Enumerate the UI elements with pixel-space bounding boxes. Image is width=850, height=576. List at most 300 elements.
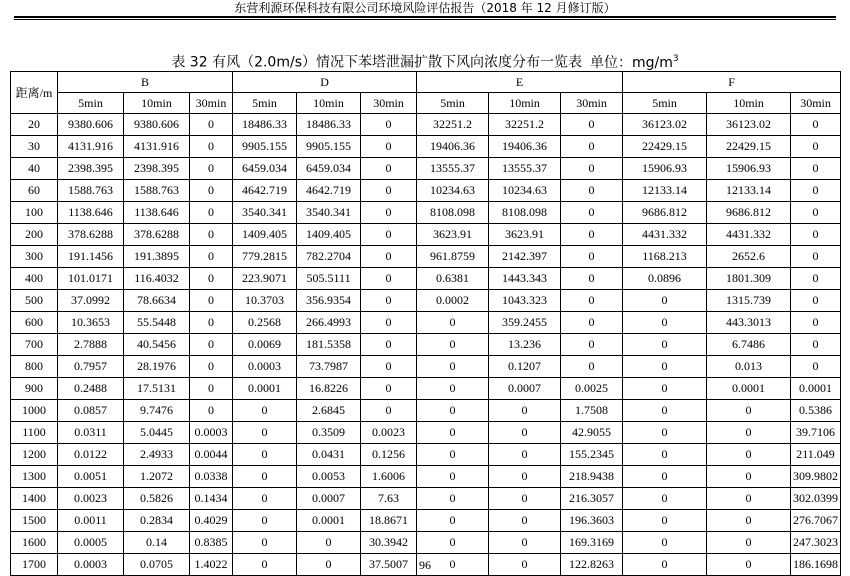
concentration-cell: 0 <box>561 268 623 290</box>
concentration-cell: 0 <box>561 290 623 312</box>
concentration-cell: 1315.739 <box>707 290 791 312</box>
concentration-cell: 16.8226 <box>297 378 361 400</box>
concentration-cell: 0 <box>489 422 561 444</box>
concentration-cell: 2.6845 <box>297 400 361 422</box>
concentration-cell: 0 <box>561 312 623 334</box>
concentration-cell: 186.1698 <box>791 554 841 576</box>
table-row <box>11 158 841 180</box>
concentration-cell: 3540.341 <box>233 202 297 224</box>
concentration-cell: 0 <box>190 290 233 312</box>
concentration-cell: 0 <box>361 334 417 356</box>
concentration-cell: 0 <box>707 422 791 444</box>
concentration-cell: 0 <box>417 400 489 422</box>
concentration-cell: 2398.395 <box>58 158 124 180</box>
concentration-cell: 122.8263 <box>561 554 623 576</box>
concentration-cell: 1.2072 <box>124 466 190 488</box>
concentration-cell: 0.6381 <box>417 268 489 290</box>
concentration-cell: 0 <box>233 466 297 488</box>
table-row <box>11 532 841 554</box>
concentration-cell: 0 <box>190 158 233 180</box>
table-row <box>11 356 841 378</box>
concentration-cell: 36123.02 <box>623 114 707 136</box>
concentration-cell: 6459.034 <box>233 158 297 180</box>
distance-cell: 1700 <box>11 554 58 576</box>
concentration-cell: 1588.763 <box>124 180 190 202</box>
concentration-cell: 0 <box>791 268 841 290</box>
concentration-cell: 0 <box>417 510 489 532</box>
time-header: 30min <box>361 93 417 114</box>
concentration-cell: 32251.2 <box>417 114 489 136</box>
concentration-cell: 0 <box>361 224 417 246</box>
concentration-cell: 0 <box>233 554 297 576</box>
concentration-cell: 0 <box>791 180 841 202</box>
concentration-cell: 5.0445 <box>124 422 190 444</box>
concentration-cell: 28.1976 <box>124 356 190 378</box>
distance-cell: 700 <box>11 334 58 356</box>
concentration-cell: 1.6006 <box>361 466 417 488</box>
concentration-cell: 0.3509 <box>297 422 361 444</box>
concentration-cell: 0 <box>623 488 707 510</box>
concentration-cell: 30.3942 <box>361 532 417 554</box>
concentration-cell: 0 <box>233 422 297 444</box>
table-row <box>11 114 841 136</box>
concentration-cell: 3623.91 <box>489 224 561 246</box>
concentration-cell: 1138.646 <box>124 202 190 224</box>
concentration-cell: 0 <box>623 290 707 312</box>
concentration-cell: 0.0857 <box>58 400 124 422</box>
concentration-cell: 782.2704 <box>297 246 361 268</box>
concentration-cell: 0.1207 <box>489 356 561 378</box>
concentration-cell: 1588.763 <box>58 180 124 202</box>
concentration-cell: 0 <box>561 224 623 246</box>
concentration-cell: 0.5386 <box>791 400 841 422</box>
class-header-d: D <box>233 72 417 93</box>
distance-cell: 600 <box>11 312 58 334</box>
concentration-cell: 9380.606 <box>124 114 190 136</box>
concentration-cell: 1443.343 <box>489 268 561 290</box>
concentration-cell: 10.3703 <box>233 290 297 312</box>
concentration-cell: 0 <box>707 400 791 422</box>
concentration-cell: 0.0069 <box>233 334 297 356</box>
concentration-cell: 356.9354 <box>297 290 361 312</box>
concentration-cell: 4431.332 <box>707 224 791 246</box>
concentration-cell: 0.0003 <box>58 554 124 576</box>
concentration-cell: 0 <box>361 202 417 224</box>
table-row <box>11 334 841 356</box>
concentration-cell: 0 <box>190 114 233 136</box>
table-row <box>11 510 841 532</box>
concentration-cell: 0 <box>791 290 841 312</box>
concentration-cell: 0.0025 <box>561 378 623 400</box>
concentration-cell: 155.2345 <box>561 444 623 466</box>
concentration-cell: 1409.405 <box>233 224 297 246</box>
concentration-cell: 1801.309 <box>707 268 791 290</box>
time-header: 10min <box>297 93 361 114</box>
concentration-cell: 0 <box>791 246 841 268</box>
concentration-cell: 0 <box>361 312 417 334</box>
concentration-cell: 0 <box>361 400 417 422</box>
concentration-cell: 15906.93 <box>707 158 791 180</box>
concentration-cell: 0 <box>190 312 233 334</box>
page-number: 96 <box>419 558 431 572</box>
concentration-cell: 0 <box>561 202 623 224</box>
concentration-cell: 0.1256 <box>361 444 417 466</box>
distance-cell: 40 <box>11 158 58 180</box>
concentration-cell: 0.2568 <box>233 312 297 334</box>
concentration-table <box>10 71 841 576</box>
concentration-cell: 0 <box>361 158 417 180</box>
table-row <box>11 466 841 488</box>
concentration-cell: 0 <box>297 554 361 576</box>
concentration-cell: 0 <box>190 400 233 422</box>
concentration-cell: 0.0011 <box>58 510 124 532</box>
concentration-cell: 9905.155 <box>233 136 297 158</box>
concentration-cell: 2652.6 <box>707 246 791 268</box>
unit-label: 单位：mg/m <box>590 54 673 71</box>
table-row <box>11 246 841 268</box>
concentration-cell: 191.3895 <box>124 246 190 268</box>
concentration-cell: 19406.36 <box>417 136 489 158</box>
class-header-f: F <box>623 72 841 93</box>
concentration-cell: 0 <box>623 510 707 532</box>
distance-cell: 60 <box>11 180 58 202</box>
concentration-cell: 40.5456 <box>124 334 190 356</box>
concentration-cell: 0 <box>791 114 841 136</box>
concentration-cell: 0 <box>233 400 297 422</box>
concentration-cell: 78.6634 <box>124 290 190 312</box>
concentration-cell: 13555.37 <box>417 158 489 180</box>
concentration-cell: 1.4022 <box>190 554 233 576</box>
concentration-cell: 0.0023 <box>361 422 417 444</box>
concentration-cell: 0 <box>190 246 233 268</box>
concentration-cell: 0 <box>489 400 561 422</box>
concentration-cell: 1.7508 <box>561 400 623 422</box>
concentration-cell: 0.0311 <box>58 422 124 444</box>
concentration-cell: 0 <box>623 356 707 378</box>
table-row <box>11 224 841 246</box>
distance-cell: 1400 <box>11 488 58 510</box>
concentration-cell: 18486.33 <box>297 114 361 136</box>
concentration-cell: 0.4029 <box>190 510 233 532</box>
distance-cell: 1000 <box>11 400 58 422</box>
concentration-cell: 73.7987 <box>297 356 361 378</box>
concentration-cell: 55.5448 <box>124 312 190 334</box>
concentration-cell: 3623.91 <box>417 224 489 246</box>
concentration-cell: 0 <box>707 532 791 554</box>
distance-cell: 1200 <box>11 444 58 466</box>
concentration-cell: 169.3169 <box>561 532 623 554</box>
table-row <box>11 136 841 158</box>
concentration-cell: 0 <box>233 510 297 532</box>
concentration-cell: 39.7106 <box>791 422 841 444</box>
concentration-cell: 0 <box>791 158 841 180</box>
distance-cell: 900 <box>11 378 58 400</box>
time-header: 30min <box>561 93 623 114</box>
concentration-cell: 8108.098 <box>417 202 489 224</box>
class-header-e: E <box>417 72 623 93</box>
concentration-cell: 9.7476 <box>124 400 190 422</box>
concentration-cell: 0 <box>489 488 561 510</box>
table-row <box>11 422 841 444</box>
page-header: 东营利源环保科技有限公司环境风险评估报告（2018 年 12 月修订版） <box>234 1 616 15</box>
concentration-cell: 0 <box>489 466 561 488</box>
concentration-cell: 378.6288 <box>58 224 124 246</box>
concentration-cell: 0 <box>489 532 561 554</box>
concentration-cell: 0 <box>489 554 561 576</box>
time-header: 5min <box>623 93 707 114</box>
concentration-cell: 32251.2 <box>489 114 561 136</box>
concentration-cell: 0 <box>417 312 489 334</box>
concentration-cell: 9380.606 <box>58 114 124 136</box>
concentration-cell: 0.0001 <box>707 378 791 400</box>
concentration-cell: 9905.155 <box>297 136 361 158</box>
time-header: 5min <box>58 93 124 114</box>
concentration-cell: 0.2488 <box>58 378 124 400</box>
concentration-cell: 223.9071 <box>233 268 297 290</box>
concentration-cell: 0 <box>361 180 417 202</box>
concentration-cell: 0 <box>190 268 233 290</box>
concentration-cell: 1043.323 <box>489 290 561 312</box>
concentration-cell: 0.0002 <box>417 290 489 312</box>
concentration-cell: 0.0051 <box>58 466 124 488</box>
concentration-cell: 0 <box>791 224 841 246</box>
concentration-cell: 0 <box>791 312 841 334</box>
concentration-cell: 0 <box>561 114 623 136</box>
distance-cell: 300 <box>11 246 58 268</box>
concentration-cell: 0 <box>361 290 417 312</box>
distance-cell: 1300 <box>11 466 58 488</box>
distance-cell: 1100 <box>11 422 58 444</box>
concentration-cell: 0 <box>707 488 791 510</box>
concentration-cell: 0.1434 <box>190 488 233 510</box>
concentration-cell: 0 <box>623 444 707 466</box>
concentration-cell: 0 <box>623 312 707 334</box>
time-header: 30min <box>190 93 233 114</box>
concentration-cell: 101.0171 <box>58 268 124 290</box>
concentration-cell: 0 <box>707 444 791 466</box>
concentration-cell: 0 <box>361 246 417 268</box>
time-header: 10min <box>124 93 190 114</box>
concentration-cell: 0.0705 <box>124 554 190 576</box>
concentration-cell: 0 <box>623 378 707 400</box>
stability-class-header-row <box>11 72 841 93</box>
concentration-cell: 0 <box>623 466 707 488</box>
concentration-cell: 505.5111 <box>297 268 361 290</box>
concentration-cell: 0.8385 <box>190 532 233 554</box>
table-row <box>11 290 841 312</box>
concentration-cell: 211.049 <box>791 444 841 466</box>
concentration-cell: 0 <box>417 466 489 488</box>
concentration-cell: 0 <box>417 422 489 444</box>
concentration-cell: 779.2815 <box>233 246 297 268</box>
concentration-cell: 0 <box>190 202 233 224</box>
concentration-cell: 19406.36 <box>489 136 561 158</box>
concentration-cell: 18486.33 <box>233 114 297 136</box>
table-row <box>11 268 841 290</box>
time-header-row <box>11 93 841 114</box>
concentration-cell: 0 <box>190 180 233 202</box>
header-rule-thin <box>14 19 836 20</box>
distance-cell: 30 <box>11 136 58 158</box>
concentration-cell: 0 <box>489 510 561 532</box>
concentration-cell: 0.0044 <box>190 444 233 466</box>
concentration-cell: 0 <box>489 444 561 466</box>
concentration-cell: 0.14 <box>124 532 190 554</box>
concentration-cell: 0.0338 <box>190 466 233 488</box>
concentration-cell: 0 <box>623 422 707 444</box>
concentration-cell: 12133.14 <box>707 180 791 202</box>
concentration-cell: 0 <box>561 180 623 202</box>
table-row <box>11 180 841 202</box>
distance-cell: 500 <box>11 290 58 312</box>
concentration-cell: 0 <box>561 334 623 356</box>
concentration-cell: 6459.034 <box>297 158 361 180</box>
concentration-cell: 6.7486 <box>707 334 791 356</box>
concentration-cell: 0.7957 <box>58 356 124 378</box>
concentration-cell: 4642.719 <box>233 180 297 202</box>
concentration-cell: 116.4032 <box>124 268 190 290</box>
concentration-cell: 42.9055 <box>561 422 623 444</box>
time-header: 10min <box>489 93 561 114</box>
concentration-cell: 36123.02 <box>707 114 791 136</box>
distance-cell: 400 <box>11 268 58 290</box>
concentration-cell: 0 <box>791 202 841 224</box>
concentration-cell: 0 <box>791 136 841 158</box>
concentration-cell: 0.0007 <box>297 488 361 510</box>
concentration-cell: 0.0001 <box>233 378 297 400</box>
concentration-cell: 10.3653 <box>58 312 124 334</box>
concentration-cell: 0 <box>623 532 707 554</box>
concentration-cell: 0 <box>190 334 233 356</box>
concentration-cell: 0 <box>623 554 707 576</box>
concentration-cell: 0 <box>361 114 417 136</box>
concentration-cell: 181.5358 <box>297 334 361 356</box>
concentration-cell: 8108.098 <box>489 202 561 224</box>
concentration-cell: 0 <box>561 158 623 180</box>
concentration-cell: 0.0023 <box>58 488 124 510</box>
concentration-cell: 0.0005 <box>58 532 124 554</box>
distance-cell: 1600 <box>11 532 58 554</box>
concentration-cell: 0 <box>361 136 417 158</box>
table-row <box>11 400 841 422</box>
concentration-cell: 0.0053 <box>297 466 361 488</box>
concentration-cell: 0 <box>190 224 233 246</box>
concentration-cell: 1138.646 <box>58 202 124 224</box>
concentration-cell: 309.9802 <box>791 466 841 488</box>
concentration-cell: 2142.397 <box>489 246 561 268</box>
time-header: 5min <box>417 93 489 114</box>
class-header-b: B <box>58 72 233 93</box>
concentration-cell: 0 <box>361 356 417 378</box>
concentration-cell: 2.7888 <box>58 334 124 356</box>
concentration-cell: 4642.719 <box>297 180 361 202</box>
concentration-cell: 0 <box>791 356 841 378</box>
concentration-cell: 276.7067 <box>791 510 841 532</box>
concentration-cell: 15906.93 <box>623 158 707 180</box>
time-header: 5min <box>233 93 297 114</box>
table-title: 表 32 有风（2.0m/s）情况下苯塔泄漏扩散下风向浓度分布一览表 <box>171 54 582 71</box>
concentration-cell: 0.0003 <box>190 422 233 444</box>
concentration-cell: 37.0992 <box>58 290 124 312</box>
concentration-cell: 17.5131 <box>124 378 190 400</box>
concentration-cell: 0 <box>707 554 791 576</box>
concentration-cell: 0 <box>361 268 417 290</box>
concentration-cell: 0 <box>417 444 489 466</box>
concentration-cell: 0 <box>561 246 623 268</box>
concentration-cell: 1168.213 <box>623 246 707 268</box>
table-row <box>11 312 841 334</box>
distance-header: 距离/m <box>11 72 58 114</box>
concentration-cell: 10234.63 <box>417 180 489 202</box>
concentration-cell: 9686.812 <box>707 202 791 224</box>
table-row <box>11 202 841 224</box>
concentration-cell: 4131.916 <box>124 136 190 158</box>
concentration-cell: 961.8759 <box>417 246 489 268</box>
distance-cell: 100 <box>11 202 58 224</box>
table-row <box>11 378 841 400</box>
concentration-cell: 9686.812 <box>623 202 707 224</box>
concentration-cell: 0 <box>233 532 297 554</box>
table-row <box>11 444 841 466</box>
concentration-cell: 0 <box>707 466 791 488</box>
concentration-cell: 0.2834 <box>124 510 190 532</box>
concentration-cell: 0 <box>190 356 233 378</box>
concentration-cell: 443.3013 <box>707 312 791 334</box>
concentration-cell: 0 <box>707 510 791 532</box>
concentration-cell: 0 <box>561 136 623 158</box>
concentration-cell: 0 <box>417 532 489 554</box>
concentration-cell: 378.6288 <box>124 224 190 246</box>
concentration-cell: 247.3023 <box>791 532 841 554</box>
concentration-cell: 2398.395 <box>124 158 190 180</box>
concentration-cell: 22429.15 <box>623 136 707 158</box>
concentration-cell: 218.9438 <box>561 466 623 488</box>
concentration-cell: 0.0896 <box>623 268 707 290</box>
concentration-cell: 0 <box>417 334 489 356</box>
concentration-cell: 0.0431 <box>297 444 361 466</box>
unit-superscript: 3 <box>672 54 679 64</box>
concentration-cell: 0 <box>417 554 489 576</box>
concentration-cell: 22429.15 <box>707 136 791 158</box>
table-row <box>11 488 841 510</box>
concentration-cell: 0 <box>417 356 489 378</box>
distance-cell: 800 <box>11 356 58 378</box>
concentration-cell: 4431.332 <box>623 224 707 246</box>
concentration-cell: 10234.63 <box>489 180 561 202</box>
concentration-cell: 0 <box>623 400 707 422</box>
concentration-cell: 12133.14 <box>623 180 707 202</box>
concentration-cell: 13555.37 <box>489 158 561 180</box>
concentration-cell: 0 <box>361 378 417 400</box>
concentration-cell: 18.8671 <box>361 510 417 532</box>
table-body <box>11 114 841 576</box>
distance-cell: 200 <box>11 224 58 246</box>
concentration-cell: 37.5007 <box>361 554 417 576</box>
concentration-cell: 0 <box>791 334 841 356</box>
distance-cell: 1500 <box>11 510 58 532</box>
concentration-cell: 1409.405 <box>297 224 361 246</box>
concentration-cell: 0 <box>190 136 233 158</box>
concentration-cell: 0 <box>233 488 297 510</box>
concentration-cell: 13.236 <box>489 334 561 356</box>
concentration-cell: 0 <box>561 356 623 378</box>
concentration-cell: 302.0399 <box>791 488 841 510</box>
concentration-cell: 0 <box>297 532 361 554</box>
concentration-cell: 0.0007 <box>489 378 561 400</box>
concentration-cell: 0.013 <box>707 356 791 378</box>
concentration-cell: 3540.341 <box>297 202 361 224</box>
concentration-cell: 0 <box>623 334 707 356</box>
